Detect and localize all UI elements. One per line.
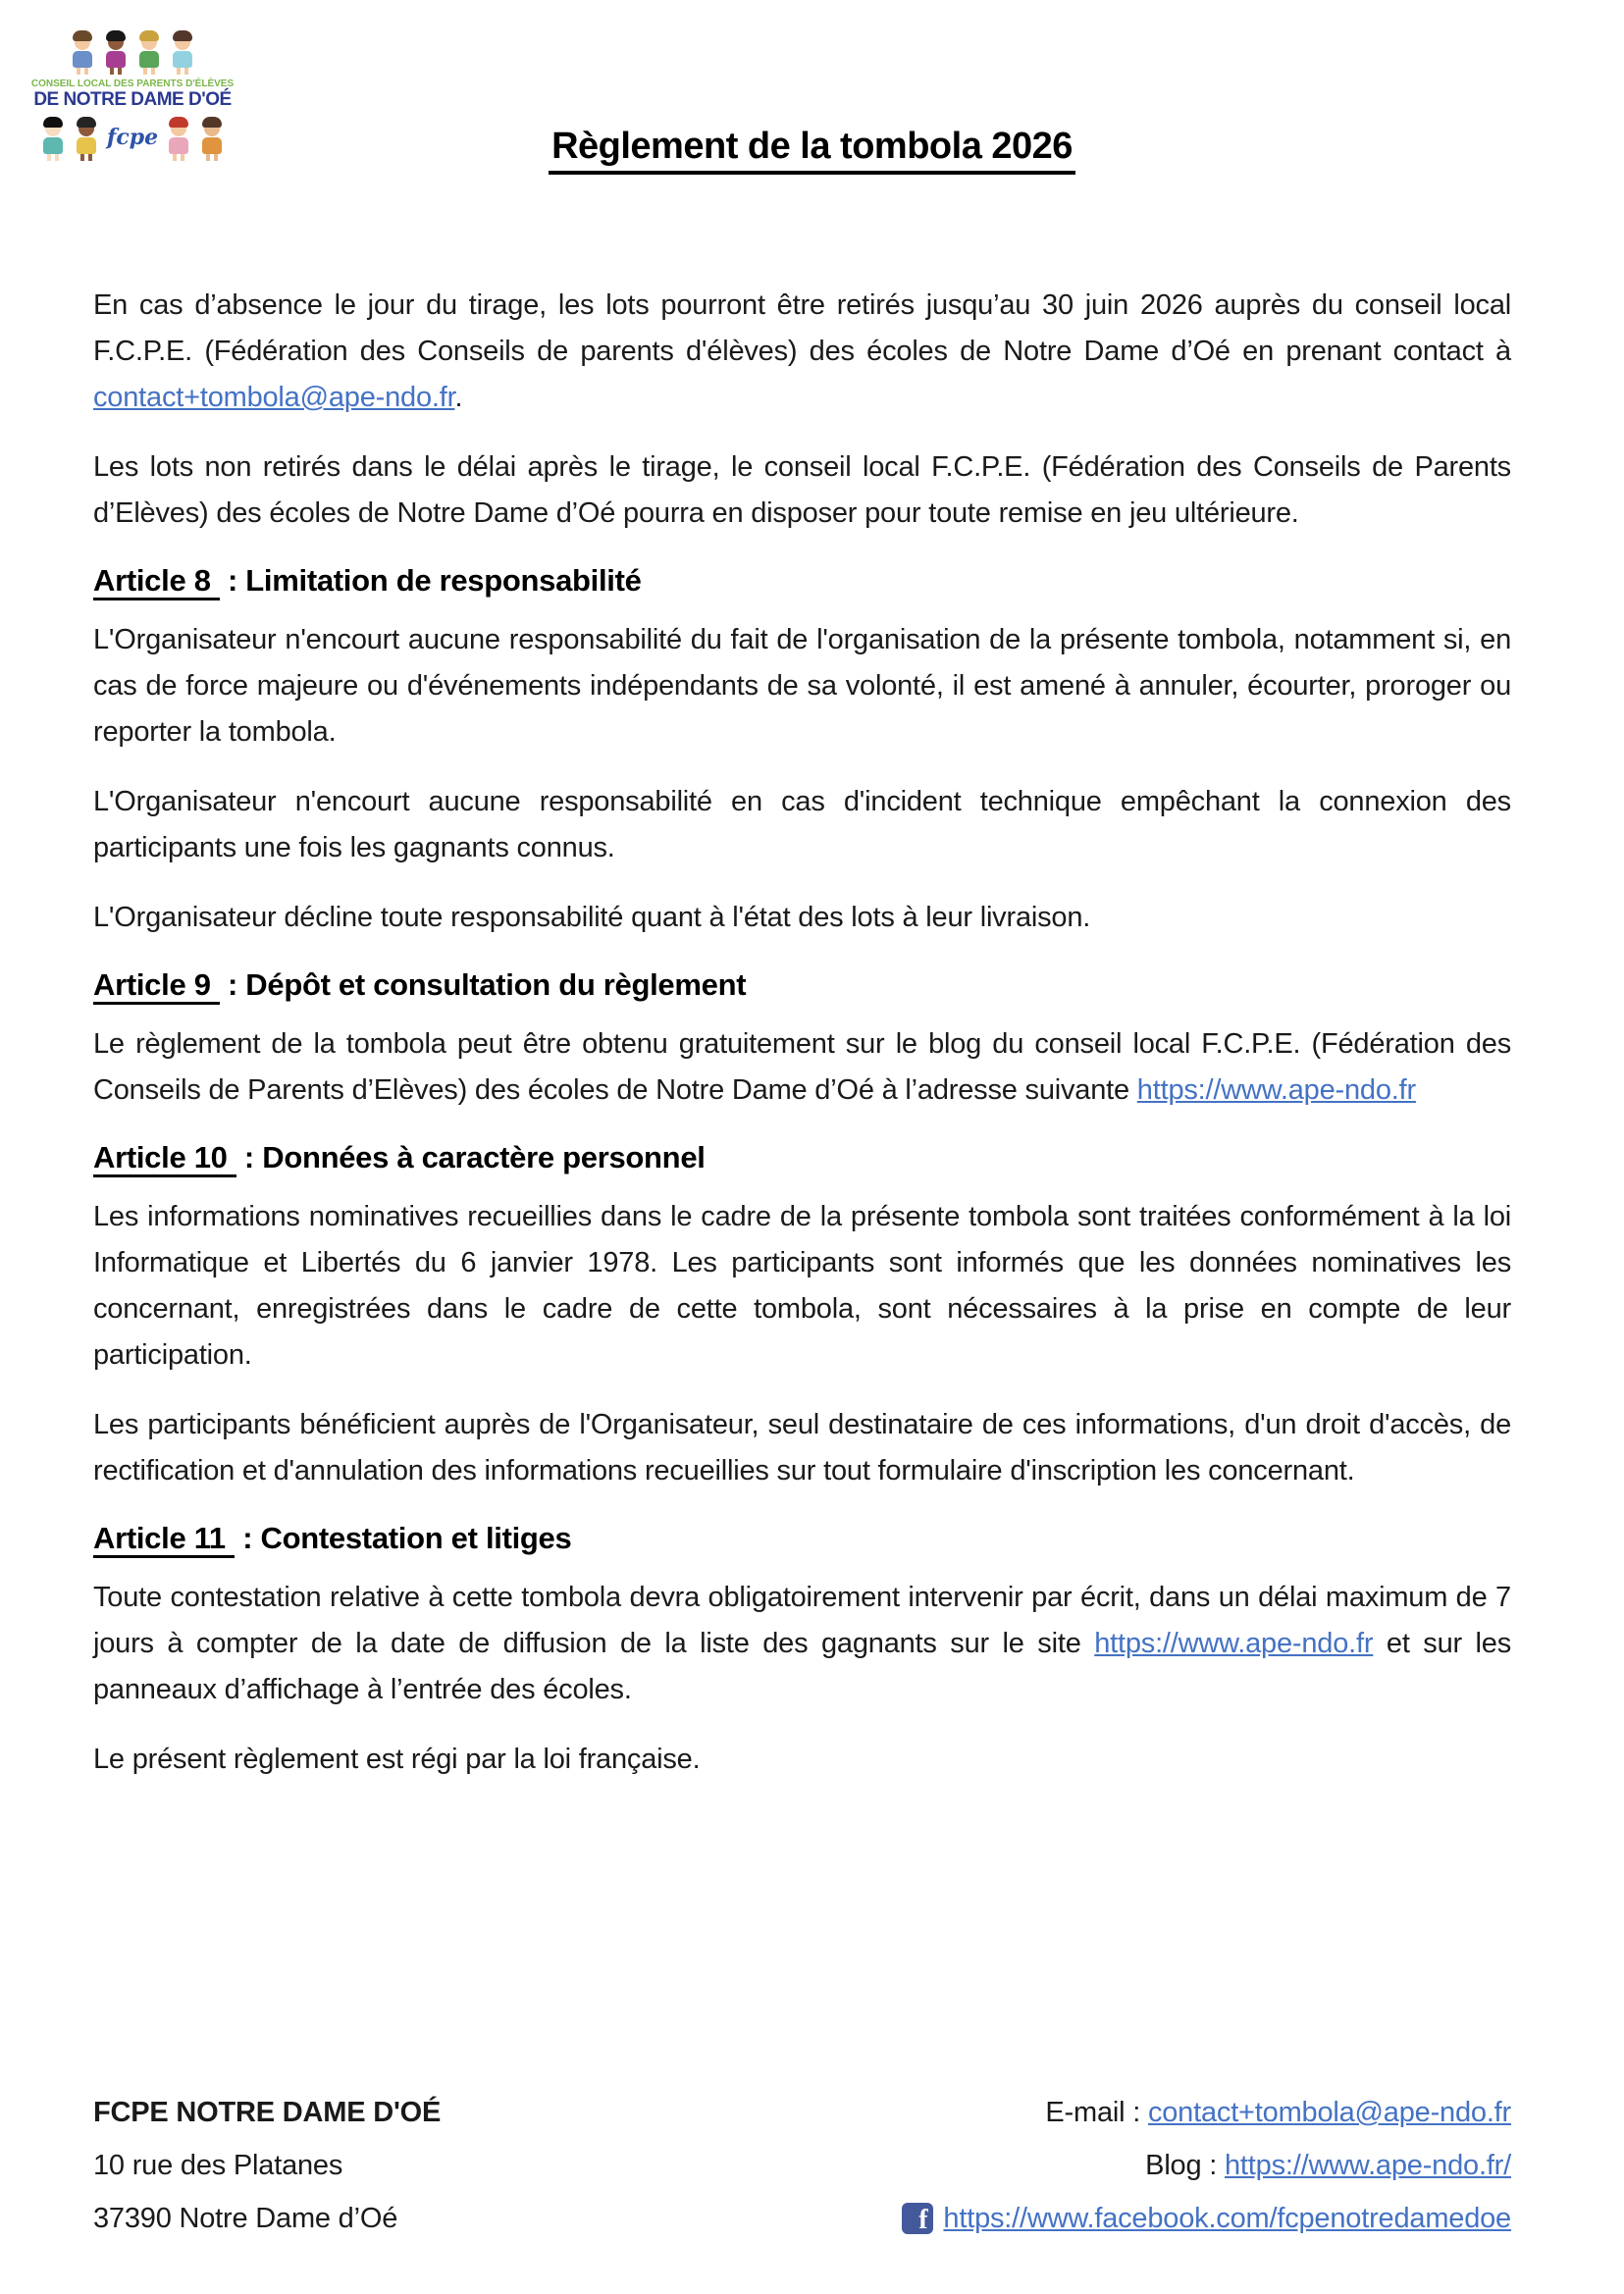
paragraph-text: et sur les panneaux d’affichage à l’entrée des écoles.	[93, 1628, 1512, 1705]
page-title: Règlement de la tombola 2026	[549, 126, 1075, 175]
child-figure	[135, 27, 163, 75]
child-figure	[102, 27, 130, 75]
article-8-title: Limitation de responsabilité	[245, 563, 642, 598]
logo-text-line2: DE NOTRE DAME D'OÉ	[33, 89, 232, 110]
article-10-title: Données à caractère personnel	[262, 1140, 706, 1174]
paragraph-lots-non-retires: Les lots non retirés dans le délai après le tirage, le conseil local F.C.P.E. (Fédération des Conseils de Parents d’Elèves) des écoles de Notre Dame d’Oé pourra en disposer pour toute remise en jeu ultérieure.	[93, 451, 1511, 529]
article-10-paragraph-1: Les informations nominatives recueillies dans le cadre de la présente tombola sont traitées conformément à la loi Informatique et Libertés du 6 janvier 1978. Les participants sont informés que les données nominatives les concernant, enregistrées dans le cadre de cette tombola, sont nécessaires à la prise en compte de leur participation.	[93, 1201, 1511, 1371]
email-label: E-mail :	[1045, 2097, 1148, 2128]
site-url-link[interactable]: https://www.ape-ndo.fr	[1094, 1628, 1374, 1659]
title-row	[0, 126, 1624, 175]
article-9-paragraph-1	[93, 1021, 1511, 1114]
footer-contact-block	[902, 2086, 1511, 2245]
child-figure	[169, 27, 196, 75]
blog-url-link[interactable]: https://www.ape-ndo.fr	[1136, 1074, 1416, 1106]
article-8-heading	[93, 560, 1511, 601]
article-11-paragraph-1	[93, 1575, 1511, 1713]
child-head	[141, 34, 157, 50]
child-torso	[106, 51, 126, 68]
heading-separator: :	[219, 563, 246, 598]
footer-blog-row	[902, 2139, 1511, 2192]
footer-blog-link[interactable]: https://www.ape-ndo.fr/	[1225, 2150, 1511, 2181]
article-8-number: Article 8	[93, 563, 220, 600]
logo-children-top-row	[29, 27, 236, 75]
paragraph-text: Le règlement de la tombola peut être obtenu gratuitement sur le blog du conseil local F.C.P.E. (Fédération des Conseils de Parents d’Elèves) des écoles de Notre Dame d’Oé à l’adresse suivante	[93, 1028, 1511, 1106]
footer-address-line2: 37390 Notre Dame d’Oé	[93, 2203, 398, 2234]
child-figure	[69, 27, 96, 75]
article-8-paragraph-3: L'Organisateur décline toute responsabilité quant à l'état des lots à leur livraison.	[93, 902, 1091, 933]
footer-address-line1: 10 rue des Platanes	[93, 2150, 343, 2181]
article-9-heading	[93, 965, 1511, 1006]
article-9-title: Dépôt et consultation du règlement	[245, 967, 747, 1002]
child-torso	[139, 51, 159, 68]
article-10-heading	[93, 1137, 1511, 1178]
child-torso	[73, 51, 92, 68]
article-8-paragraph-2: L'Organisateur n'encourt aucune responsabilité en cas d'incident technique empêchant la connexion des participants une fois les gagnants connus.	[93, 786, 1511, 863]
article-10-number: Article 10	[93, 1140, 236, 1177]
heading-separator: :	[236, 1140, 263, 1174]
heading-separator: :	[234, 1521, 261, 1555]
contact-email-link[interactable]: contact+tombola@ape-ndo.fr	[93, 382, 455, 413]
footer-address-block	[93, 2086, 441, 2245]
fcpe-logo-text: fcpe	[106, 125, 159, 150]
child-torso	[173, 51, 192, 68]
article-11-paragraph-2: Le présent règlement est régi par la loi française.	[93, 1744, 701, 1775]
document-footer	[93, 2086, 1511, 2245]
document-body	[93, 283, 1511, 1806]
child-head	[108, 34, 124, 50]
footer-email-row	[902, 2086, 1511, 2139]
article-11-number: Article 11	[93, 1521, 235, 1558]
footer-org-name: FCPE NOTRE DAME D'OÉ	[93, 2097, 442, 2128]
article-11-heading	[93, 1518, 1511, 1559]
paragraph-retrait-lots	[93, 283, 1511, 421]
article-10-paragraph-2: Les participants bénéficient auprès de l'Organisateur, seul destinataire de ces informations, d'un droit d'accès, de rectification et d'annulation des informations recueillies sur tout formulaire d'inscription les concernant.	[93, 1409, 1511, 1486]
paragraph-text: Toute contestation relative à cette tombola devra obligatoirement intervenir par écrit, dans un délai maximum de 7 jours à compter de la date de diffusion de la liste des gagnants sur le site	[93, 1582, 1511, 1659]
footer-facebook-row	[902, 2192, 1511, 2245]
heading-separator: :	[219, 967, 246, 1002]
article-9-number: Article 9	[93, 967, 220, 1005]
article-8-paragraph-1: L'Organisateur n'encourt aucune responsabilité du fait de l'organisation de la présente tombola, notamment si, en cas de force majeure ou d'événements indépendants de sa volonté, il est amené à annuler, écourter, proroger ou reporter la tombola.	[93, 624, 1511, 748]
paragraph-text: .	[454, 382, 463, 413]
footer-email-link[interactable]: contact+tombola@ape-ndo.fr	[1147, 2097, 1511, 2128]
paragraph-text: En cas d’absence le jour du tirage, les lots pourront être retirés jusqu’au 30 juin 2026 auprès du conseil local F.C.P.E. (Fédération des Conseils de parents d'élèves) des écoles de Notre Dame d’Oé en prenant contact à	[93, 289, 1511, 367]
logo-text-line1: CONSEIL LOCAL DES PARENTS D'ÉLÈVES	[30, 78, 235, 89]
child-head	[75, 34, 90, 50]
blog-label: Blog :	[1145, 2150, 1225, 2181]
footer-facebook-link[interactable]: https://www.facebook.com/fcpenotredamedoe	[943, 2203, 1511, 2234]
child-head	[175, 34, 190, 50]
article-11-title: Contestation et litiges	[260, 1521, 572, 1555]
facebook-icon[interactable]	[902, 2203, 933, 2234]
